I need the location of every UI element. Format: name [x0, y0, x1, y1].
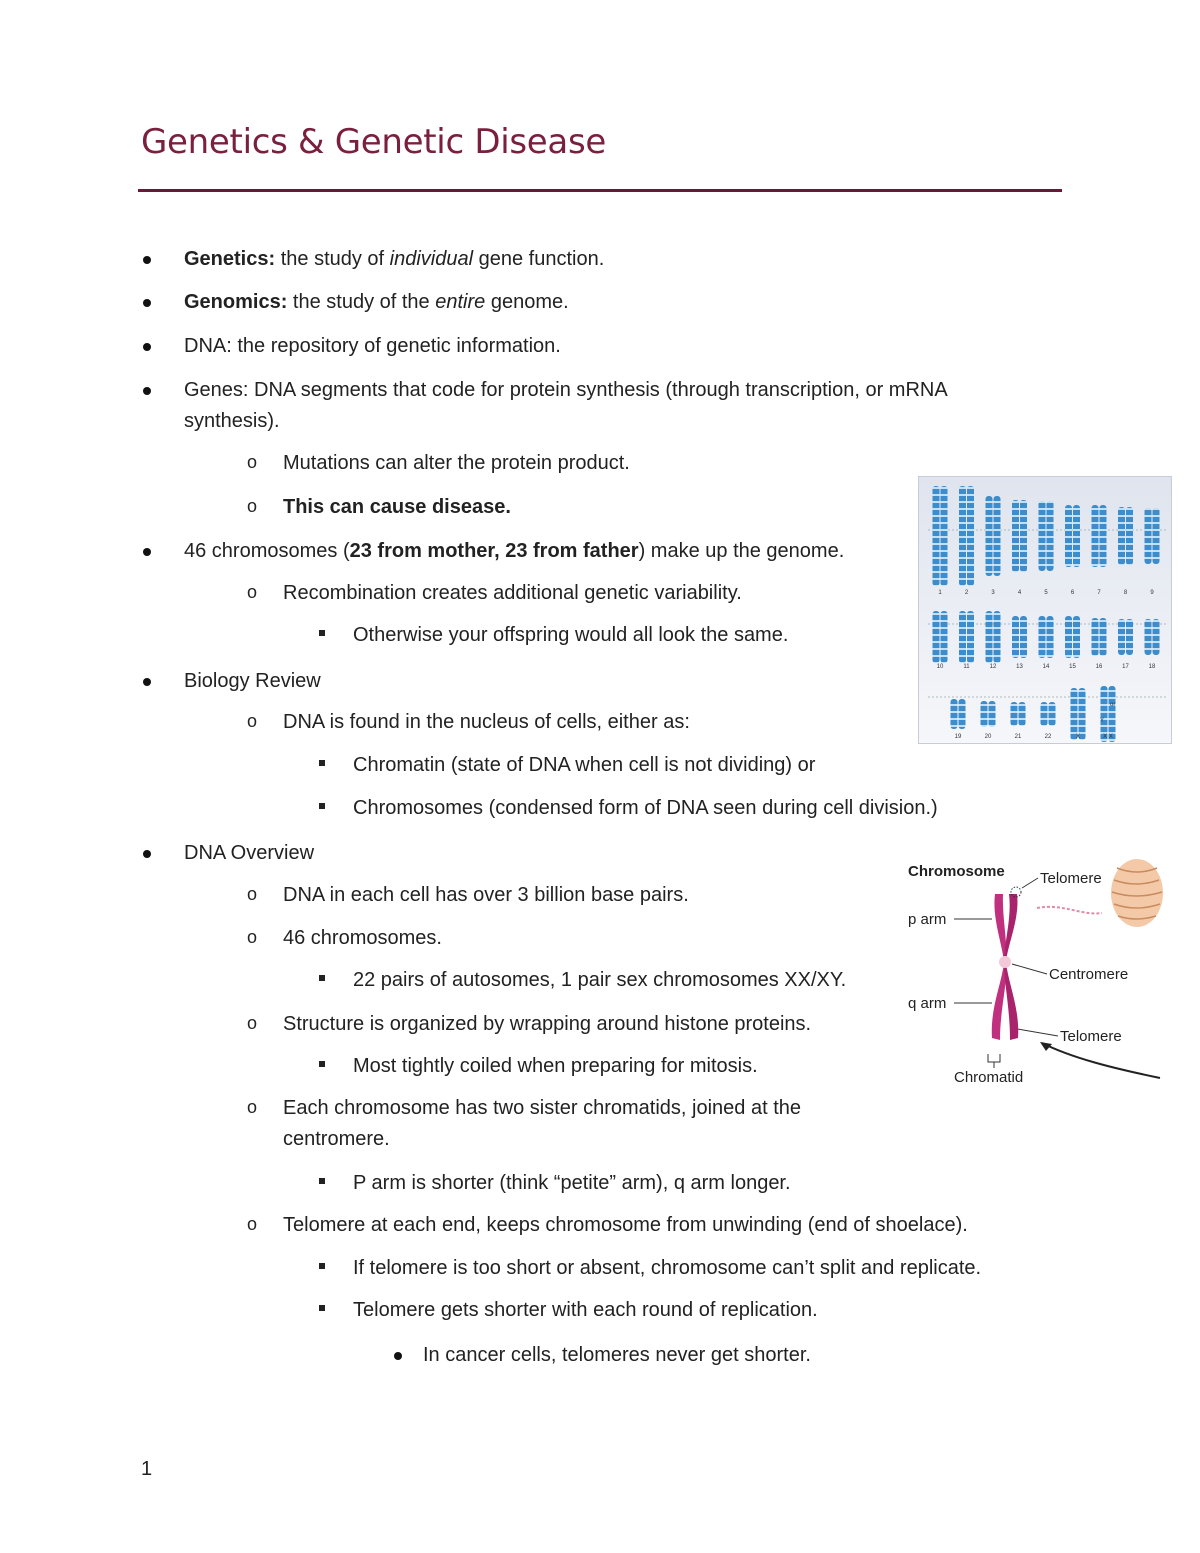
karyotype-chromosome	[1012, 616, 1019, 658]
dna-strand-icon	[1037, 907, 1102, 914]
karyotype-figure	[918, 476, 1172, 744]
telomere-bottom-label: Telomere	[1060, 1028, 1122, 1045]
chromatin-item: Chromatin (state of DNA when cell is not dividing) or	[353, 754, 816, 776]
dna-nucleus-item: DNA is found in the nucleus of cells, either as:	[283, 711, 690, 733]
recombination-item: Recombination creates additional genetic variability.	[283, 582, 742, 604]
circle-bullet-icon: o	[247, 1097, 258, 1117]
karyotype-chromosome	[959, 699, 966, 729]
karyotype-number-label: X	[1075, 734, 1081, 740]
karyotype-chromosome	[1118, 507, 1125, 565]
karyotype-chromosome	[941, 486, 948, 586]
karyotype-number-label: 4	[1017, 590, 1022, 596]
karyotype-chromosome	[1073, 505, 1080, 567]
karyotype-chromosome	[1020, 500, 1027, 572]
autosomes-item: 22 pairs of autosomes, 1 pair sex chromosomes XX/XY.	[353, 969, 847, 991]
q-arm-label: q arm	[908, 995, 947, 1012]
circle-bullet-icon: o	[247, 452, 258, 472]
base-pairs-item: DNA in each cell has over 3 billion base pairs.	[283, 884, 689, 906]
circle-bullet-icon: o	[247, 1214, 258, 1234]
karyotype-number-label: 18	[1148, 664, 1156, 670]
karyotype-number-label: 8	[1123, 590, 1128, 596]
karyotype-number-label: 7	[1097, 590, 1101, 596]
circle-bullet-icon: o	[247, 1013, 258, 1033]
circle-bullet-icon: o	[247, 884, 258, 904]
karyotype-chromosome	[1145, 508, 1152, 564]
karyotype-chromosome	[989, 701, 996, 727]
karyotype-chromosome	[959, 486, 966, 586]
karyotype-number-label: 2	[964, 590, 969, 596]
karyotype-number-label: 13	[1016, 664, 1023, 670]
square-bullet-icon	[319, 630, 325, 636]
karyotype-chromosome	[1153, 508, 1160, 564]
offspring-item: Otherwise your offspring would all look the same.	[353, 624, 789, 646]
genomics-item: Genomics: the study of the entire genome.	[184, 291, 569, 313]
karyotype-chromosome	[1065, 616, 1072, 658]
title-divider	[138, 189, 1062, 192]
karyotype-chromosome	[959, 611, 966, 663]
karyotype-chromosome	[967, 486, 974, 586]
square-bullet-icon	[319, 803, 325, 809]
karyotype-number-label: 16	[1095, 664, 1103, 670]
centromere-icon	[999, 956, 1011, 968]
karyotype-chromosome	[994, 496, 1001, 576]
karyotype-chromosome	[1047, 616, 1054, 658]
karyotype-chromosome	[1047, 501, 1054, 571]
telomere-item: Telomere at each end, keeps chromosome from unwinding (end of shoelace).	[283, 1214, 968, 1236]
karyotype-y-label: Y	[1100, 718, 1105, 724]
karyotype-chromosome	[986, 496, 993, 576]
p-arm-item: P arm is shorter (think “petite” arm), q arm longer.	[353, 1172, 791, 1194]
karyotype-chromosome	[1019, 702, 1026, 726]
bullet-icon	[143, 678, 151, 686]
karyotype-chromosome	[1039, 616, 1046, 658]
centromere-label: Centromere	[1049, 966, 1129, 983]
karyotype-number-label: 5	[1044, 590, 1048, 596]
circle-bullet-icon: o	[247, 496, 258, 516]
karyotype-chromosome	[1041, 702, 1048, 726]
karyotype-chromosome	[1153, 619, 1160, 655]
page-number: 1	[141, 1458, 153, 1480]
dna-overview-item: DNA Overview	[184, 842, 315, 864]
sister-chromatids-continued: centromere.	[283, 1128, 390, 1150]
karyotype-number-label: 14	[1042, 664, 1050, 670]
karyotype-chromosome	[1092, 618, 1099, 656]
bullet-icon	[143, 299, 151, 307]
karyotype-number-label: 3	[991, 590, 995, 596]
karyotype-chromosome	[1011, 702, 1018, 726]
karyotype-chromosome	[933, 486, 940, 586]
square-bullet-icon	[319, 1178, 325, 1184]
bullet-icon	[394, 1352, 402, 1360]
bullet-icon	[143, 850, 151, 858]
karyotype-chromosome	[1012, 500, 1019, 572]
karyotype-or-label: or	[1110, 702, 1116, 708]
karyotype-chromosome	[933, 611, 940, 663]
karyotype-chromosome	[1071, 688, 1081, 740]
karyotype-number-label: 12	[989, 664, 997, 670]
chromosomes-46-item: 46 chromosomes.	[283, 927, 442, 949]
karyotype-number-label: X X	[1103, 734, 1113, 740]
karyotype-chromosome	[994, 611, 1001, 663]
mutations-item: Mutations can alter the protein product.	[283, 452, 630, 474]
karyotype-number-label: 20	[984, 734, 992, 740]
karyotype-number-label: 17	[1122, 664, 1129, 670]
karyotype-chromosome	[1039, 501, 1046, 571]
karyotype-number-label: 21	[1014, 734, 1022, 740]
karyotype-chromosome	[1092, 505, 1099, 567]
term-label: Genomics:	[184, 291, 288, 313]
karyotype-chromosome	[1049, 702, 1056, 726]
karyotype-chromosome	[1145, 619, 1152, 655]
coiled-item: Most tightly coiled when preparing for mitosis.	[353, 1055, 758, 1077]
disease-item: This can cause disease.	[283, 496, 511, 518]
telomere-top-label: Telomere	[1040, 870, 1102, 887]
karyotype-number-label: 19	[954, 734, 962, 740]
p-arm-label: p arm	[908, 911, 947, 928]
chromosomes-definition-item: Chromosomes (condensed form of DNA seen during cell division.)	[353, 797, 938, 819]
karyotype-chromosome	[1126, 507, 1133, 565]
genetics-item: Genetics: the study of individual gene function.	[184, 248, 605, 270]
dna-item: DNA: the repository of genetic information.	[184, 335, 561, 357]
karyotype-chromosome	[1079, 688, 1086, 740]
karyotype-chromosome	[951, 699, 958, 729]
circle-bullet-icon: o	[247, 582, 258, 602]
chromosomes-item: 46 chromosomes (23 from mother, 23 from father) make up the genome.	[184, 540, 845, 562]
document-title: Genetics & Genetic Disease	[141, 122, 606, 162]
histone-coil-icon	[1111, 859, 1163, 927]
karyotype-number-label: 15	[1069, 664, 1076, 670]
cancer-item: In cancer cells, telomeres never get shorter.	[423, 1344, 811, 1366]
karyotype-number-label: 6	[1070, 590, 1075, 596]
karyotype-chromosome	[1100, 505, 1107, 567]
circle-bullet-icon: o	[247, 711, 258, 731]
karyotype-number-label: 9	[1150, 590, 1154, 596]
term-label: Genetics:	[184, 248, 276, 270]
square-bullet-icon	[319, 1305, 325, 1311]
square-bullet-icon	[319, 1061, 325, 1067]
square-bullet-icon	[319, 975, 325, 981]
karyotype-number-label: 11	[963, 664, 970, 670]
karyotype-chromosome	[1073, 616, 1080, 658]
karyotype-number-label: 10	[936, 664, 944, 670]
square-bullet-icon	[319, 1263, 325, 1269]
square-bullet-icon	[319, 760, 325, 766]
bullet-icon	[143, 343, 151, 351]
bullet-icon	[143, 387, 151, 395]
chromatid-label: Chromatid	[954, 1069, 1024, 1086]
chromosome-diagram	[902, 858, 1164, 1098]
sister-chromatids-item: Each chromosome has two sister chromatids, joined at the	[283, 1097, 802, 1119]
genes-item-continued: synthesis).	[184, 410, 280, 432]
karyotype-chromosome	[967, 611, 974, 663]
arrow-icon	[1042, 1043, 1160, 1078]
telomere-shorter-item: Telomere gets shorter with each round of replication.	[353, 1299, 818, 1321]
circle-bullet-icon: o	[247, 927, 258, 947]
chromosome-heading: Chromosome	[908, 863, 1005, 880]
biology-review-item: Biology Review	[184, 670, 321, 692]
karyotype-chromosome	[986, 611, 993, 663]
karyotype-chromosome	[981, 701, 988, 727]
bullet-icon	[143, 256, 151, 264]
karyotype-chromosome	[1100, 618, 1107, 656]
karyotype-chromosome	[1118, 619, 1125, 655]
karyotype-number-label: 22	[1044, 734, 1052, 740]
karyotype-chromosome	[1020, 616, 1027, 658]
karyotype-chromosome	[1065, 505, 1072, 567]
bullet-icon	[143, 548, 151, 556]
karyotype-chromosome	[1126, 619, 1133, 655]
genes-item: Genes: DNA segments that code for protein synthesis (through transcription, or mRNA	[184, 379, 948, 401]
karyotype-number-label: 1	[938, 590, 942, 596]
karyotype-chromosome	[941, 611, 948, 663]
telomere-short-item: If telomere is too short or absent, chromosome can’t split and replicate.	[353, 1257, 982, 1279]
structure-item: Structure is organized by wrapping around histone proteins.	[283, 1013, 812, 1035]
